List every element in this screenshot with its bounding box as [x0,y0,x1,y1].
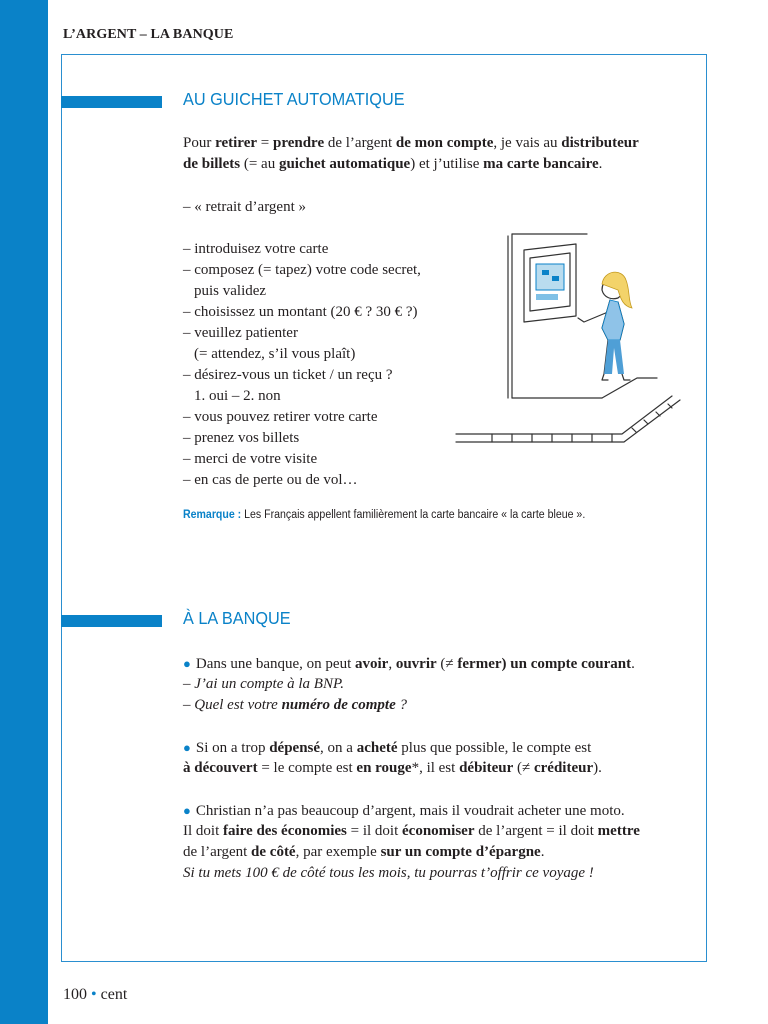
page-word: cent [100,986,128,1003]
footer-separator: • [91,986,97,1003]
running-head: L’ARGENT – LA BANQUE [63,27,234,42]
paragraph-1-line-1: ● Dans une banque, on peut avoir, ouvrir (≠ fermer) un compte courant. [183,656,635,672]
atm-illustration [452,228,700,450]
atm-step: – composez (= tapez) votre code secret, [183,262,421,278]
paragraph-3-line-1: ● Christian n’a pas beaucoup d’argent, mais il voudrait acheter une moto. [183,803,625,819]
remark-note: Remarque : Les Français appellent familièrement la carte bancaire « la carte bleue ». [183,509,586,521]
atm-step: – vous pouvez retirer votre carte [183,409,378,425]
bullet-icon: ● [183,803,191,818]
section-marker-bar [61,96,162,108]
paragraph-3-line-3: de l’argent de côté, par exemple sur un compte d’épargne. [183,844,545,860]
paragraph-1-line-3: – Quel est votre numéro de compte ? [183,697,407,713]
atm-step: puis validez [194,283,267,299]
paragraph-3-line-2: Il doit faire des économies = il doit économiser de l’argent = il doit mettre [183,823,640,839]
left-color-band [0,0,48,1024]
bullet-icon: ● [183,656,191,671]
section-title-guichet: AU GUICHET AUTOMATIQUE [183,89,405,109]
intro-line-1: Pour retirer = prendre de l’argent de mon compte, je vais au distributeur [183,135,639,151]
atm-step: – choisissez un montant (20 € ? 30 € ?) [183,304,418,320]
atm-step: (= attendez, s’il vous plaît) [194,346,356,362]
atm-step: 1. oui – 2. non [194,388,281,404]
paragraph-1-line-2: – J’ai un compte à la BNP. [183,676,344,692]
section-marker-bar [61,615,162,627]
paragraph-3-line-4: Si tu mets 100 € de côté tous les mois, tu pourras t’offrir ce voyage ! [183,865,594,881]
page-number: 100 [63,986,87,1003]
paragraph-2-line-1: ● Si on a trop dépensé, on a acheté plus que possible, le compte est [183,740,592,756]
atm-step: – introduisez votre carte [183,241,329,257]
atm-step: – prenez vos billets [183,430,300,446]
paragraph-2-line-2: à découvert = le compte est en rouge*, il est débiteur (≠ créditeur). [183,760,602,776]
atm-step: – désirez-vous un ticket / un reçu ? [183,367,393,383]
atm-step: – merci de votre visite [183,451,318,467]
atm-step: – veuillez patienter [183,325,298,341]
bullet-icon: ● [183,740,191,755]
retrait-label: – « retrait d’argent » [183,199,307,215]
section-title-banque: À LA BANQUE [183,608,291,628]
intro-line-2: de billets (= au guichet automatique) et j’utilise ma carte bancaire. [183,156,603,172]
atm-step: – en cas de perte ou de vol… [183,472,358,488]
page-footer [63,986,127,1004]
